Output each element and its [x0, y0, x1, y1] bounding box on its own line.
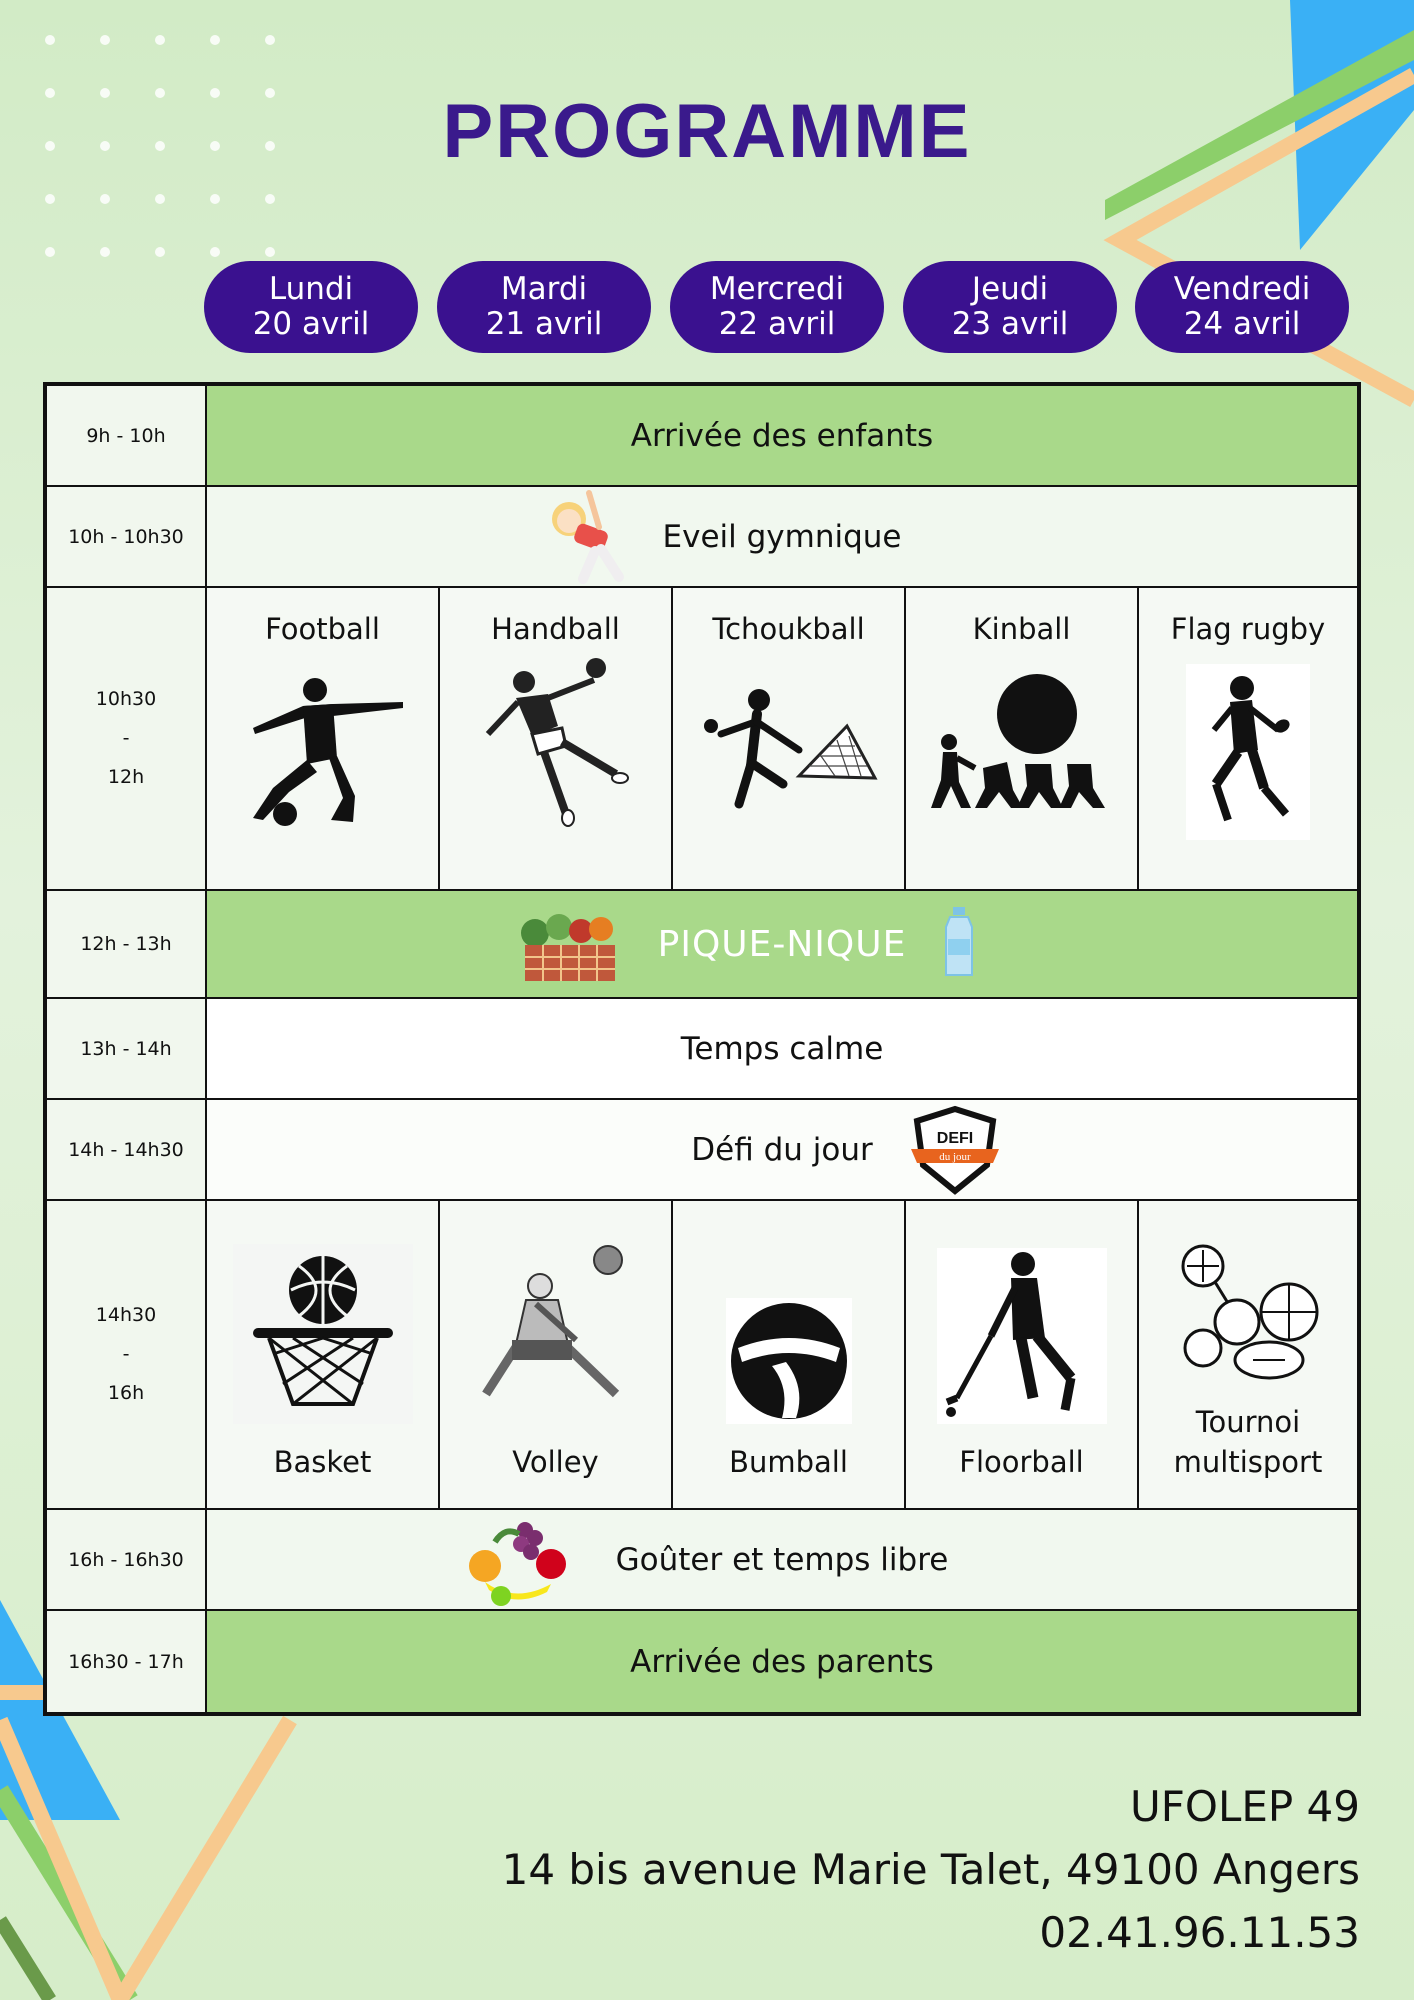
activity-label: Défi du jour: [691, 1131, 873, 1168]
basketball-hoop-icon: [233, 1244, 413, 1424]
activity-gouter: [206, 1509, 1358, 1610]
tchoukball-player-icon: [699, 686, 879, 816]
contact-footer: [502, 1775, 1360, 1964]
activity-tchoukball: [672, 587, 905, 890]
activity-label: Handball: [491, 612, 620, 646]
day-date: 21 avril: [485, 306, 603, 342]
gymnastics-child-icon: [537, 489, 637, 584]
activity-arrivee-parents: [206, 1610, 1358, 1713]
activity-kinball: [905, 587, 1138, 890]
time-end: 16h: [107, 1382, 145, 1404]
time-cell: [46, 1200, 206, 1509]
badge-bottom-text: du jour: [939, 1151, 971, 1163]
day-pill-friday: [1135, 261, 1349, 353]
badge-top-text: DEFI: [936, 1130, 974, 1147]
day-name: Mardi: [500, 271, 588, 307]
football-player-icon: [233, 668, 413, 828]
activity-defi-du-jour: [206, 1099, 1358, 1200]
time-cell: 14h - 14h30: [46, 1099, 206, 1200]
time-start: 14h30: [95, 1304, 157, 1326]
kinball-team-icon: [927, 672, 1117, 812]
activity-label: Basket: [273, 1445, 372, 1479]
vegetable-basket-icon: [515, 905, 625, 985]
time-cell: 10h - 10h30: [46, 486, 206, 587]
day-name: Jeudi: [971, 271, 1049, 307]
time-cell: 9h - 10h: [46, 385, 206, 486]
activity-temps-calme: [206, 998, 1358, 1099]
schedule-table: [43, 382, 1361, 1716]
time-cell: 16h30 - 17h: [46, 1610, 206, 1713]
defi-badge-icon: [907, 1105, 1003, 1195]
activity-floorball: [905, 1200, 1138, 1509]
organization-name: UFOLEP 49: [1129, 1782, 1360, 1831]
fruits-icon: [465, 1512, 575, 1608]
activity-label: Kinball: [972, 612, 1071, 646]
day-name: Lundi: [268, 271, 354, 307]
time-cell: 12h - 13h: [46, 890, 206, 998]
activity-label: Volley: [512, 1445, 599, 1479]
activity-label: Eveil gymnique: [662, 518, 902, 555]
time-cell: 13h - 14h: [46, 998, 206, 1099]
activity-label: Temps calme: [680, 1030, 884, 1067]
activity-handball: [439, 587, 672, 890]
activity-label: Tournoi multisport: [1173, 1405, 1323, 1479]
activity-volley: [439, 1200, 672, 1509]
activity-label: PIQUE-NIQUE: [657, 923, 907, 965]
day-pill-monday: [204, 261, 418, 353]
day-pill-tuesday: [437, 261, 651, 353]
bumball-icon: [726, 1298, 852, 1424]
activity-label: Arrivée des enfants: [630, 417, 934, 454]
activity-football: [206, 587, 439, 890]
activity-label: Arrivée des parents: [630, 1643, 934, 1680]
activity-label: Floorball: [959, 1445, 1084, 1479]
day-pill-thursday: [903, 261, 1117, 353]
day-date: 23 avril: [951, 306, 1069, 342]
rugby-player-icon: [1186, 664, 1310, 840]
activity-label: Football: [265, 612, 380, 646]
day-name: Mercredi: [709, 271, 845, 307]
volleyball-player-icon: [476, 1244, 636, 1424]
activity-tournoi-multisport: [1138, 1200, 1358, 1509]
activity-pique-nique: [206, 890, 1358, 998]
organization-phone: 02.41.96.11.53: [1039, 1908, 1360, 1957]
activity-basket: [206, 1200, 439, 1509]
day-pill-wednesday: [670, 261, 884, 353]
time-end: 12h: [107, 766, 145, 788]
water-bottle-icon: [942, 905, 976, 979]
activity-eveil-gymnique: [206, 486, 1358, 587]
multisport-balls-icon: [1173, 1242, 1323, 1384]
time-cell: [46, 587, 206, 890]
activity-label: Tchoukball: [712, 612, 865, 646]
day-date: 20 avril: [252, 306, 370, 342]
activity-bumball: [672, 1200, 905, 1509]
activity-label: Goûter et temps libre: [615, 1541, 949, 1578]
day-name: Vendredi: [1173, 271, 1311, 307]
time-separator: -: [122, 1343, 130, 1365]
activity-label: Flag rugby: [1170, 612, 1326, 646]
floorball-player-icon: [937, 1248, 1107, 1424]
page-title: PROGRAMME: [442, 89, 972, 174]
activity-label: Bumball: [729, 1445, 848, 1479]
activity-flag-rugby: [1138, 587, 1358, 890]
time-separator: -: [122, 727, 130, 749]
day-date: 24 avril: [1183, 306, 1301, 342]
handball-player-icon: [466, 654, 646, 834]
day-date: 22 avril: [718, 306, 836, 342]
activity-arrivee-enfants: [206, 385, 1358, 486]
time-start: 10h30: [95, 688, 157, 710]
organization-address: 14 bis avenue Marie Talet, 49100 Angers: [501, 1845, 1360, 1894]
time-cell: 16h - 16h30: [46, 1509, 206, 1610]
